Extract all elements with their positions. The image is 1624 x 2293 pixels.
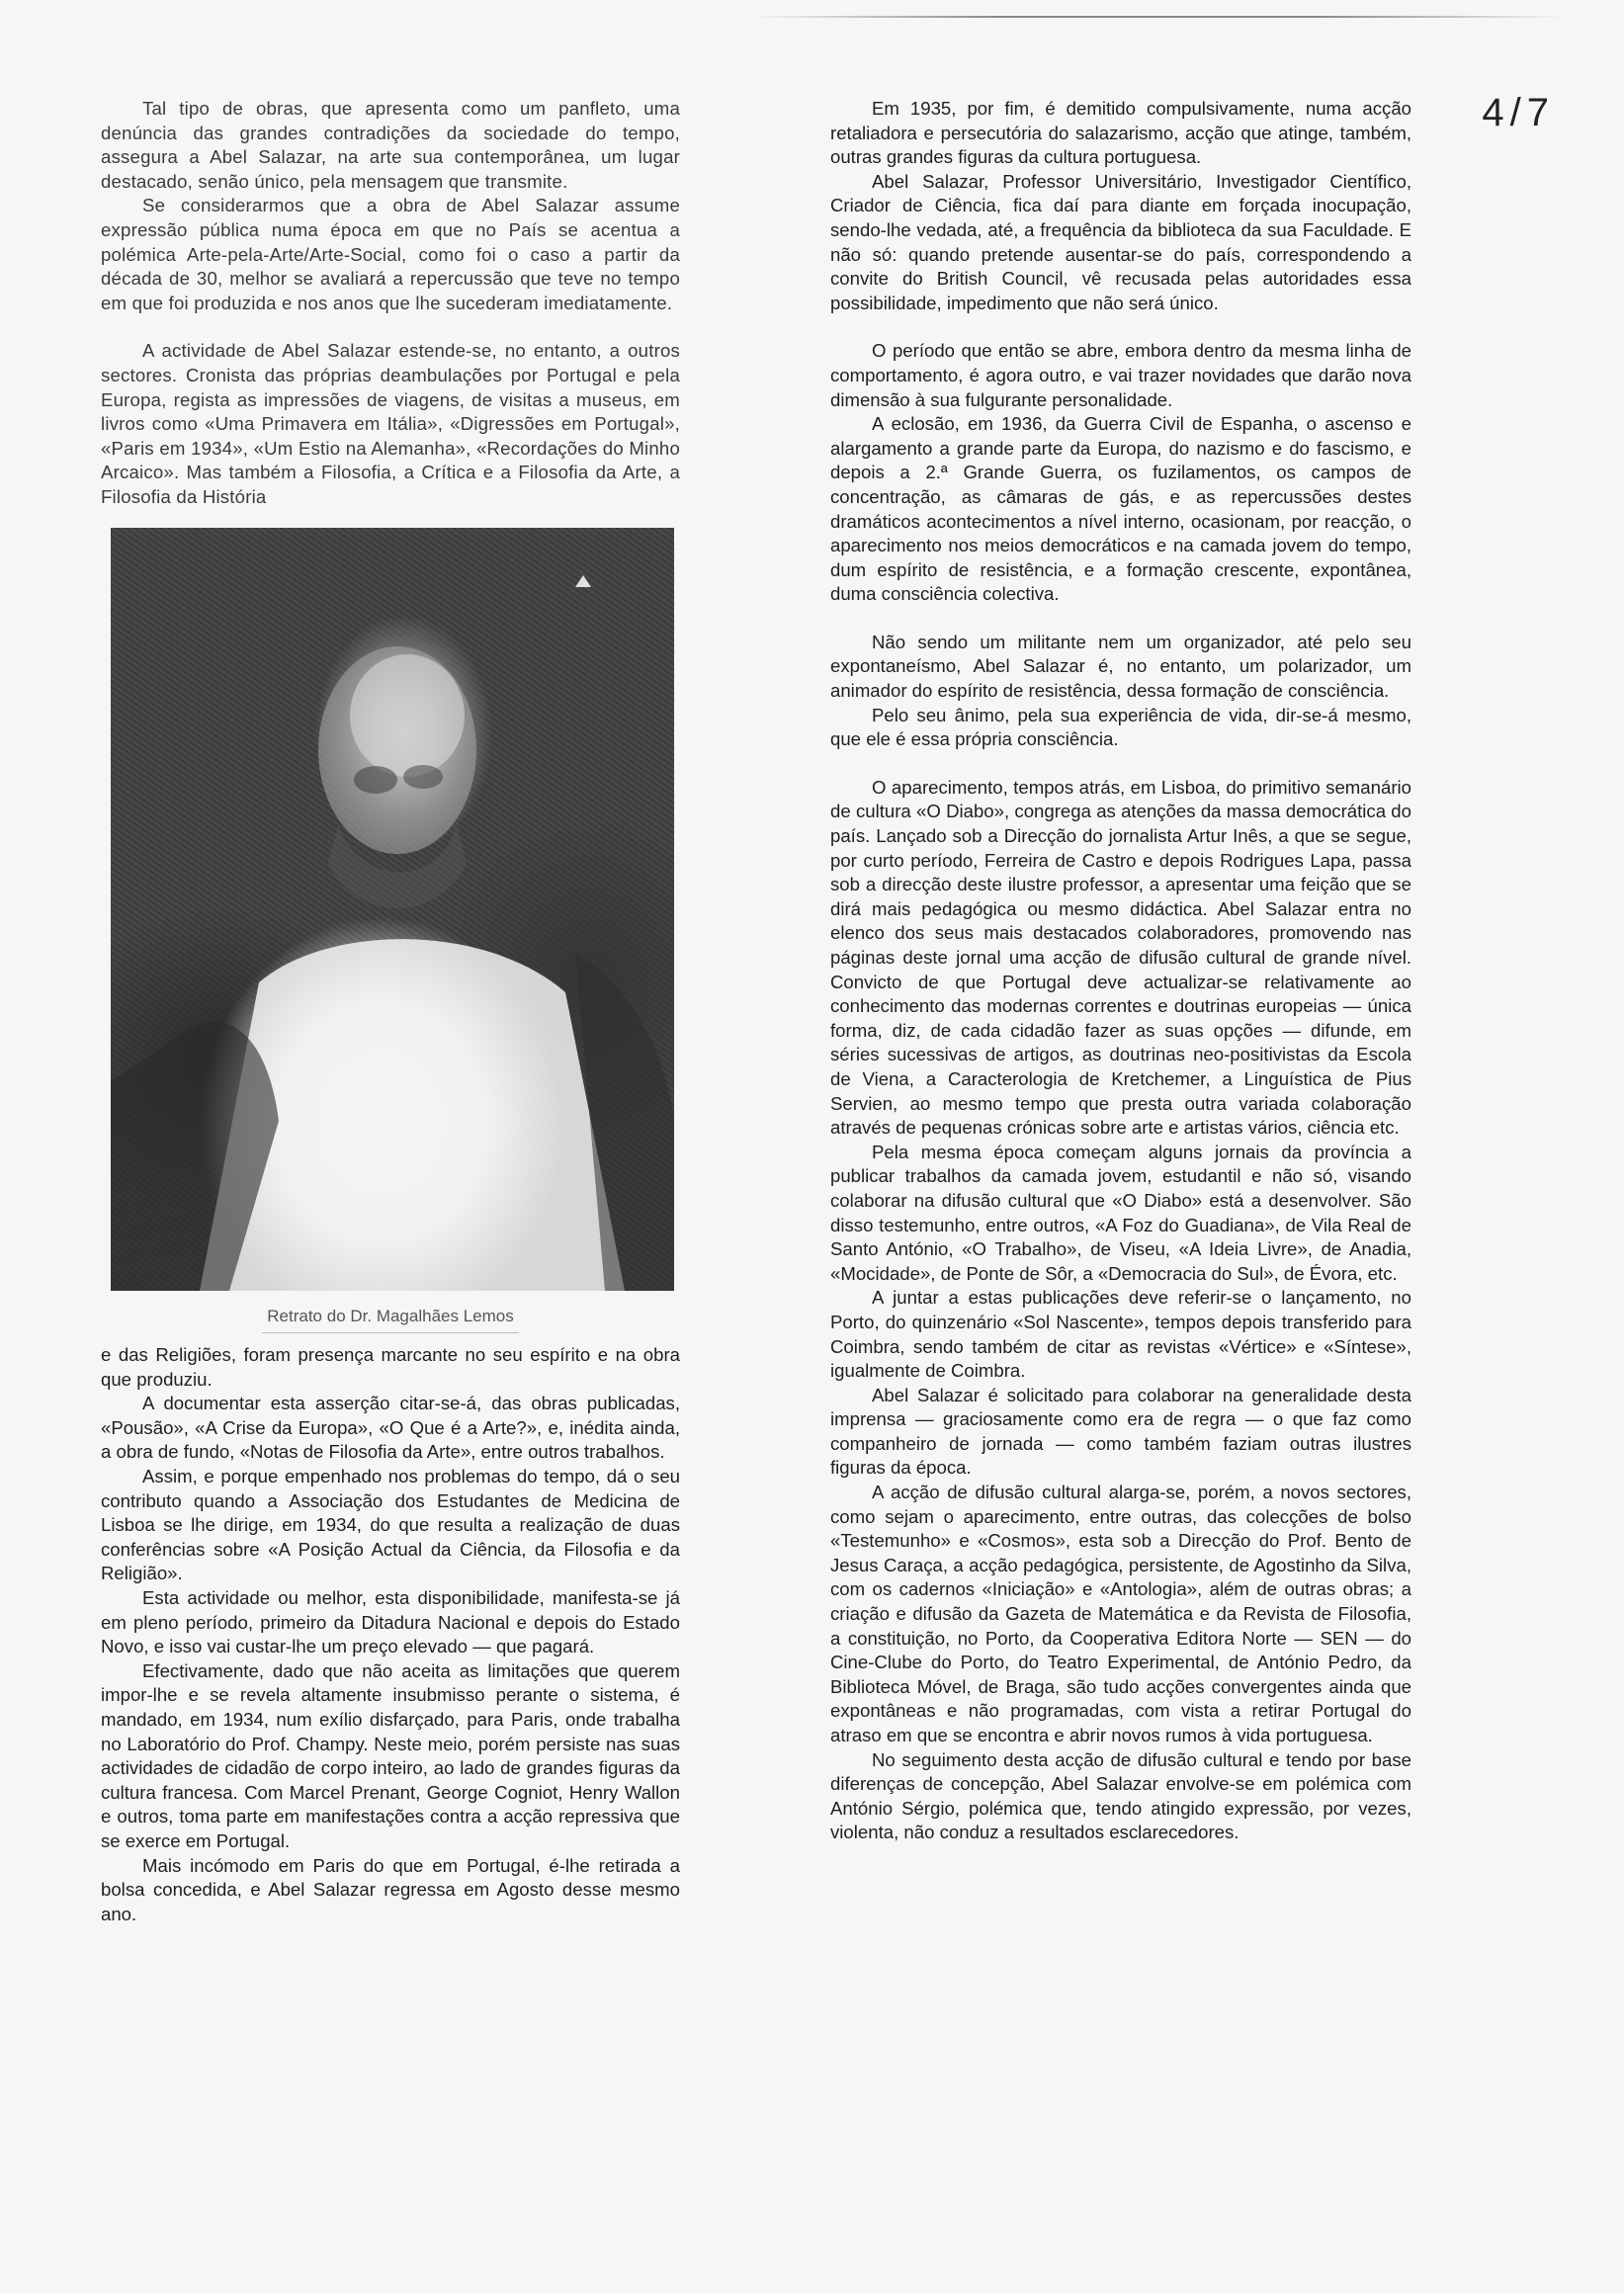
- right-paragraph: A juntar a estas publicações deve referir-se o lançamento, no Porto, do quinzenário «Sol Nascente», tempos depois transferido para Coimbra, sendo também de citar as revistas «Vértice» e «Síntese», igualmente de Coimbra.: [830, 1287, 1411, 1382]
- right-paragraph: Pela mesma época começam alguns jornais da província a publicar trabalhos da camada jovem, estudantil e não só, visando colaborar na difusão cultural que «O Diabo» está a desenvolver. São disso testemunho, entre outros, «A Foz do Guadiana», de Vila Real de Santo António, «O Trabalho», de Viseu, «A Ideia Livre», de Anadia, «Mocidade», de Ponte de Sôr, a «Democracia do Sul», de Évora, etc.: [830, 1141, 1411, 1284]
- portrait-photo: [111, 528, 674, 1291]
- right-paragraph: Abel Salazar, Professor Universitário, Investigador Científico, Criador de Ciência, fica daí para diante em forçada inocupação, sendo-lhe vedada, até, a frequência da biblioteca da sua Faculdade. E não só: quando pretende ausentar-se do país, correspondendo a convite do British Council, vê recusada pelas autoridades essa possibilidade, impedimento que não será único.: [830, 170, 1411, 313]
- left-column: [101, 97, 680, 1926]
- right-paragraph: Pelo seu ânimo, pela sua experiência de vida, dir-se-á mesmo, que ele é essa própria consciência.: [830, 704, 1411, 750]
- left-paragraph: A actividade de Abel Salazar estende-se, no entanto, a outros sectores. Cronista das próprias deambulações por Portugal e pela Europa, regista as impressões de viagens, de visitas a museus, em livros como «Uma Primavera em Itália», «Digressões em Portugal», «Paris em 1934», «Um Estio na Alemanha», «Recordações do Minho Arcaico». Mas também a Filosofia, a Crítica e a Filosofia da Arte, a Filosofia da História: [101, 340, 680, 507]
- right-paragraph: O período que então se abre, embora dentro da mesma linha de comportamento, é agora outro, e vai trazer novidades que darão nova dimensão à sua fulgurante personalidade.: [830, 340, 1411, 410]
- portrait-drawing: [111, 528, 674, 1291]
- right-paragraph: No seguimento desta acção de difusão cultural e tendo por base diferenças de concepção, Abel Salazar envolve-se em polémica com António Sérgio, polémica que, tendo atingido expressão, por vezes, violenta, não conduz a resultados esclarecedores.: [830, 1748, 1411, 1843]
- right-paragraph: Não sendo um militante nem um organizador, até pelo seu expontaneísmo, Abel Salazar é, no entanto, um polarizador, um animador do espírito de resistência, dessa formação de consciência.: [830, 631, 1411, 702]
- caption-text: Retrato do Dr. Magalhães Lemos: [267, 1306, 514, 1325]
- right-column: [830, 97, 1411, 1845]
- right-paragraph: A acção de difusão cultural alarga-se, porém, a novos sectores, como sejam o aparecimento, entre outras, das colecções de bolso «Testemunho» e «Cosmos», esta sob a Direcção do Prof. Bento de Jesus Caraça, a acção pedagógica, persistente, de Agostinho da Silva, com os cadernos «Iniciação» e «Antologia», além de outras obras; a criação e difusão da Gazeta de Matemática e da Revista de Filosofia, a constituição, no Porto, da Cooperativa Editora Norte — SEN — do Cine-Clube do Porto, do Teatro Experimental, de António Pedro, da Biblioteca Móvel, de Braga, são tudo acções convergentes ainda que expontâneas e não programadas, com vista a retirar Portugal do atraso em que se encontra e abrir novos rumos à vida portuguesa.: [830, 1482, 1411, 1745]
- portrait-caption: [101, 1305, 680, 1334]
- left-paragraph: Mais incómodo em Paris do que em Portugal, é-lhe retirada a bolsa concedida, e Abel Salazar regressa em Agosto desse mesmo ano.: [101, 1854, 680, 1924]
- left-paragraph: Tal tipo de obras, que apresenta como um panfleto, uma denúncia das grandes contradições da sociedade do tempo, assegura a Abel Salazar, na arte sua contemporânea, um lugar destacado, senão único, pela mensagem que transmite.: [101, 98, 680, 192]
- scan-top-rule: [751, 16, 1565, 18]
- right-paragraph: Em 1935, por fim, é demitido compulsivamente, numa acção retaliadora e persecutória do salazarismo, acção que atinge, também, outras grandes figuras da cultura portuguesa.: [830, 98, 1411, 168]
- left-paragraph: Assim, e porque empenhado nos problemas do tempo, dá o seu contributo quando a Associação dos Estudantes de Medicina de Lisboa se lhe dirige, em 1934, do que resulta a realização de duas conferências sobre «A Posição Actual da Ciência, da Filosofia e da Religião».: [101, 1466, 680, 1584]
- right-paragraph: Abel Salazar é solicitado para colaborar na generalidade desta imprensa — graciosamente como era de regra — o que faz como companheiro de jornada — como também faziam outras ilustres figuras da época.: [830, 1384, 1411, 1479]
- right-paragraph: A eclosão, em 1936, da Guerra Civil de Espanha, o ascenso e alargamento a grande parte da Europa, do nazismo e do fascismo, e depois a 2.ª Grande Guerra, os fuzilamentos, os campos de concentração, as câmaras de gás, e as repercussões destes dramáticos acontecimentos a nível interno, ocasionam, por reacção, o aparecimento nos meios democráticos e na camada jovem do tempo, dum espírito de resistência, e a formação crescente, expontânea, duma consciência colectiva.: [830, 413, 1411, 605]
- left-paragraph: Esta actividade ou melhor, esta disponibilidade, manifesta-se já em pleno período, primeiro da Ditadura Nacional e depois do Estado Novo, e isso vai custar-lhe um preço elevado — que pagará.: [101, 1587, 680, 1657]
- left-paragraph: Efectivamente, dado que não aceita as limitações que querem impor-lhe e se revela altamente insubmisso perante o sistema, é mandado, em 1934, num exílio disfarçado, para Paris, onde trabalha no Laboratório do Prof. Champy. Neste meio, porém persiste nas suas actividades de cidadão de corpo inteiro, ao lado de grandes figuras da cultura francesa. Com Marcel Prenant, George Cogniot, Henry Wallon e outros, toma parte em manifestações contra a acção repressiva que se exerce em Portugal.: [101, 1659, 680, 1851]
- left-paragraph: e das Religiões, foram presença marcante no seu espírito e na obra que produziu.: [101, 1344, 680, 1390]
- page-number: 4/7: [1482, 91, 1555, 134]
- caption-rule: [262, 1332, 519, 1333]
- left-paragraph: Se considerarmos que a obra de Abel Salazar assume expressão pública numa época em que no País se acentua a polémica Arte-pela-Arte/Arte-Social, como foi o caso a partir da década de 30, melhor se avaliará a repercussão que teve no tempo em que foi produzida e nos anos que lhe sucederam imediatamente.: [101, 195, 680, 313]
- left-paragraph: A documentar esta asserção citar-se-á, das obras publicadas, «Pousão», «A Crise da Europa», «O Que é a Arte?», e, inédita ainda, a obra de fundo, «Notas de Filosofia da Arte», entre outros trabalhos.: [101, 1393, 680, 1463]
- right-paragraph: O aparecimento, tempos atrás, em Lisboa, do primitivo semanário de cultura «O Diabo», congrega as atenções da massa democrática do país. Lançado sob a Direcção do jornalista Artur Inês, a que se segue, por curto período, Ferreira de Castro e depois Rodrigues Lapa, passa sob a direcção deste ilustre professor, a apresentar uma feição que se dirá mais pedagógica ou mesmo didáctica. Abel Salazar entra no elenco dos seus mais destacados colaboradores, promovendo nas páginas deste jornal uma acção de difusão cultural de grande nível. Convicto de que Portugal deve actualizar-se relativamente ao conhecimento das modernas correntes e doutrinas europeias — única forma, diz, de cada cidadão fazer as suas opções — difunde, em séries sucessivas de artigos, as doutrinas neo-positivistas da Escola de Viena, a Caracterologia de Kretchemer, a Linguística de Pius Servien, ao mesmo tempo que presta outra variada colaboração através de pequenas crónicas sobre arte e artistas vários, ciência etc.: [830, 776, 1411, 1139]
